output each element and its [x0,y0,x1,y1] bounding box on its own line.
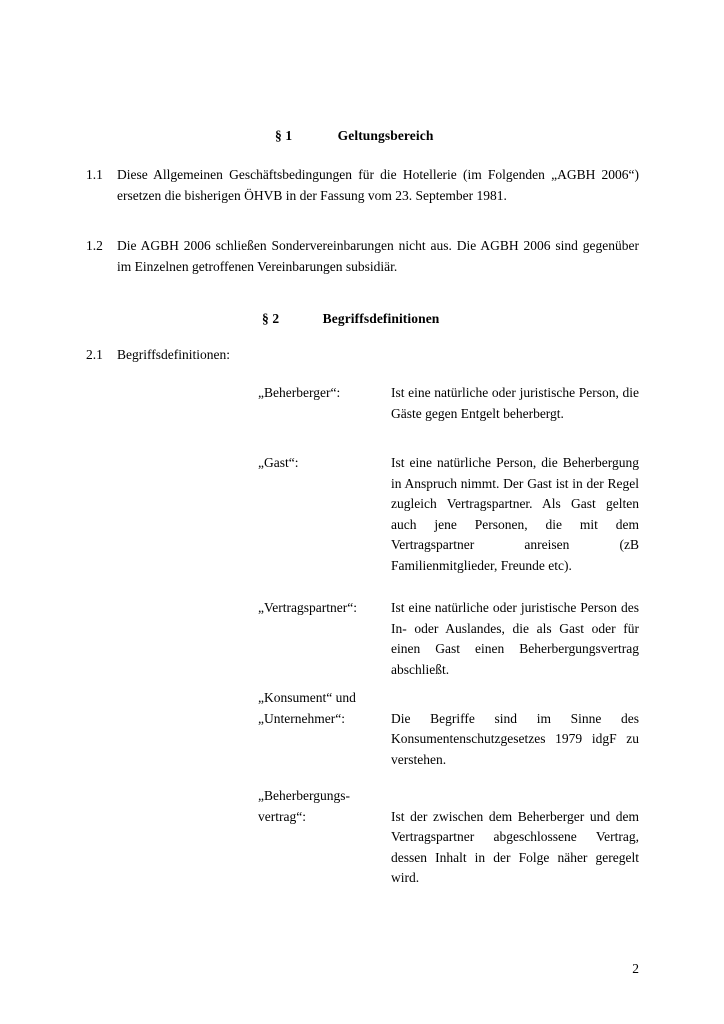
section-heading-1 [275,128,433,144]
definition-term [258,688,391,729]
clause-text: Die AGBH 2006 schließen Sondervereinbarungen nicht aus. Die AGBH 2006 sind gegenüber im Einzelnen getroffenen Vereinbarungen subsidiär. [117,238,639,274]
section-heading-2 [262,311,439,327]
definition-description: Ist der zwischen dem Beherberger und dem Vertragspartner abgeschlossene Vertrag, dessen Inhalt in der Folge näher geregelt wird. [391,808,639,886]
clause-text: Begriffsdefinitionen: [117,347,230,362]
clause-1-1 [86,165,639,206]
definition-description: Ist eine natürliche oder juristische Person, die Gäste gegen Entgelt beherbergt. [391,385,639,421]
section-title: Geltungsbereich [337,128,434,143]
definition-konsument-unternehmer [258,688,639,770]
definition-description: Ist eine natürliche Person, die Beherbergung in Anspruch nimmt. Der Gast ist in der Regel zugleich Vertragspartner. Als Gast gelten auch jene Personen, die mit dem Vertragspartner anreisen (zB Familienmitglieder, Freunde etc). [391,455,639,573]
definition-beherberger [258,383,639,424]
definition-term-line-2: „Unternehmer“: [258,710,345,726]
clause-number: 2.1 [86,347,103,362]
clause-text: Diese Allgemeinen Geschäftsbedingungen für die Hotellerie (im Folgenden „AGBH 2006“) ersetzen die bisherigen ÖHVB in der Fassung vom 23. September 1981. [117,167,639,203]
definition-description: Die Begriffe sind im Sinne des Konsumentenschutzgesetzes 1979 idgF zu verstehen. [391,710,639,767]
definition-term-line-1: „Beherbergungs- [258,788,350,803]
definition-term: „Vertragspartner“: [258,600,357,615]
definition-gast [258,453,639,577]
section-title: Begriffsdefinitionen [322,311,440,326]
clause-number: 1.2 [86,238,103,253]
clause-2-1 [86,345,639,366]
section-number: § 1 [275,128,293,143]
page-number: 2 [632,961,639,976]
definition-vertragspartner [258,598,639,680]
definition-beherbergungsvertrag [258,786,639,889]
definition-term: „Beherberger“: [258,385,341,400]
definition-term: „Gast“: [258,455,299,470]
definition-term-line-1: „Konsument“ und [258,690,356,705]
section-number: § 2 [262,311,280,326]
definition-term-line-2: vertrag“: [258,808,306,824]
clause-1-2 [86,236,639,277]
definition-term [258,786,391,827]
definition-description: Ist eine natürliche oder juristische Person des In- oder Auslandes, die als Gast oder für einen Gast einen Beherbergungsvertrag abschließt. [391,600,639,677]
clause-number: 1.1 [86,167,103,182]
